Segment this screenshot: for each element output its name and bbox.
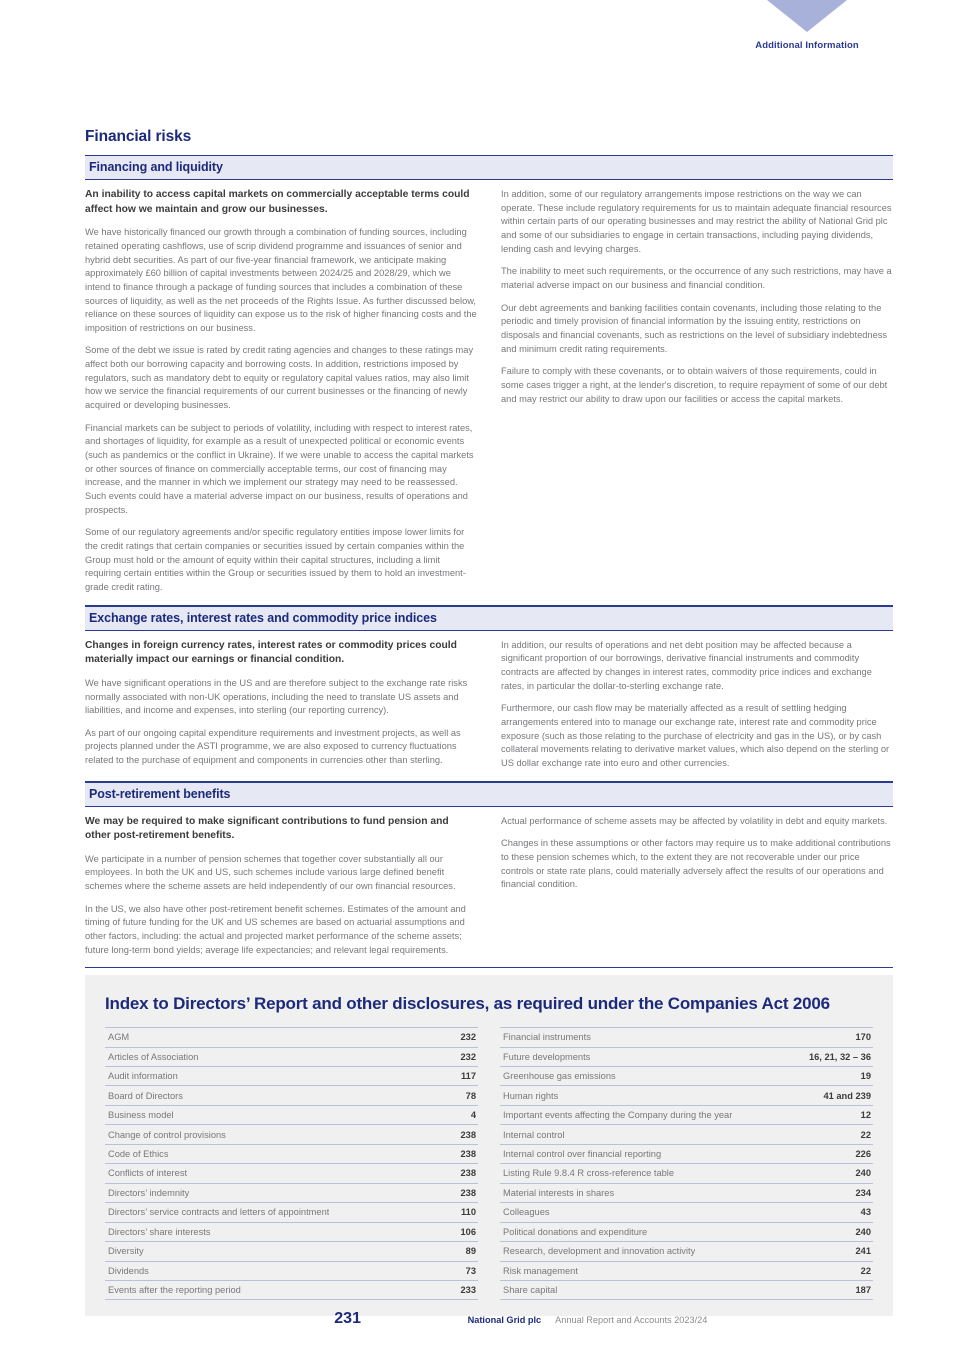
index-row[interactable]	[105, 1027, 478, 1047]
index-entry-label: Financial instruments	[503, 1032, 591, 1043]
index-entry-label: Events after the reporting period	[108, 1285, 241, 1296]
index-entry-page: 232	[460, 1051, 476, 1062]
footer-report-name: Annual Report and Accounts 2023/24	[555, 1315, 708, 1325]
index-row[interactable]	[500, 1106, 873, 1125]
index-entry-label: Internal control	[503, 1129, 565, 1140]
index-entry-label: Directors’ indemnity	[108, 1187, 190, 1198]
index-entry-label: Articles of Association	[108, 1051, 199, 1062]
index-row[interactable]	[105, 1086, 478, 1105]
index-row[interactable]	[500, 1048, 873, 1067]
section-tab-label: Additional Information	[755, 40, 859, 51]
index-entry-label: Board of Directors	[108, 1090, 183, 1101]
index-entry-label: Audit information	[108, 1071, 178, 1082]
index-row[interactable]	[500, 1125, 873, 1144]
index-panel	[85, 975, 893, 1316]
index-entry-page: 41 and 239	[823, 1090, 871, 1101]
body-paragraph: In addition, our results of operations and net debt position may be affected because a significant proportion of our borrowings, derivative financial instruments and commodity contracts are affected by changes in interest rates, commodity price indices and exchange rates, in particular the dollar-to-sterling exchange rate.	[501, 639, 872, 691]
body-paragraph: Financial markets can be subject to periods of volatility, including with respect to interest rates, and shortages of liquidity, for example as a result of unexpected political or economic events (such as pandemics or the conflict in Ukraine). If we were unable to access the capital markets or other sources of finance on commercially acceptable terms, our cost of financing may increase, and the manner in which we implement our strategy may need to be reassessed. Such events could have a material adverse impact on our business, results of operations and prospects.	[85, 422, 474, 515]
body-paragraph: The inability to meet such requirements, or the occurrence of any such restrictions, may have a material adverse impact on our business and financial condition.	[501, 266, 892, 290]
index-entry-page: 16, 21, 32 – 36	[808, 1051, 871, 1062]
index-entry-page: 4	[470, 1110, 476, 1121]
index-column-left	[105, 1027, 478, 1300]
index-row[interactable]	[500, 1086, 873, 1105]
index-entry-label: Future developments	[503, 1051, 591, 1062]
index-entry-page: 19	[860, 1071, 871, 1082]
index-row[interactable]	[105, 1223, 478, 1242]
index-row[interactable]	[105, 1184, 478, 1203]
section-heading: Financing and liquidity	[85, 155, 893, 180]
index-entry-page: 238	[460, 1149, 476, 1159]
footer-company-name: National Grid plc	[467, 1315, 542, 1325]
section-column-left	[85, 639, 477, 771]
body-paragraph: Furthermore, our cash flow may be materially affected as a result of settling hedging arrangements entered into to manage our exchange rate, interest rate and commodity price exposure (such as those relating to the purchase of electricity and gas in the US), or by cash collateral movements relating to derivative market values, which also depend on the sterling or US dollar exchange rate into euro and other currencies.	[501, 703, 890, 768]
index-entry-label: Important events affecting the Company during the year	[503, 1110, 733, 1121]
page-title: Financial risks	[85, 128, 192, 145]
index-entry-page: 43	[860, 1207, 871, 1218]
index-entry-label: Risk management	[503, 1265, 578, 1276]
section-columns	[85, 180, 893, 595]
index-entry-page: 238	[460, 1129, 476, 1140]
body-paragraph: As part of our ongoing capital expenditure requirements and investment projects, as well as projects planned under the ASTI programme, we are also exposed to currency fluctuations related to the purchase of equipment and components in currencies other than sterling.	[85, 727, 461, 766]
body-paragraph: We participate in a number of pension schemes that together cover substantially all our employees. In both the UK and US, such schemes include various large defined benefit schemes where the scheme assets are held independently of our own financial resources.	[85, 853, 456, 892]
index-entry-page: 238	[460, 1168, 476, 1179]
index-row[interactable]	[500, 1223, 873, 1242]
index-row[interactable]	[105, 1242, 478, 1261]
index-row[interactable]	[105, 1106, 478, 1125]
index-entry-label: Directors’ service contracts and letters of appointment	[108, 1207, 330, 1218]
index-entry-label: AGM	[108, 1032, 130, 1043]
body-paragraph: In addition, some of our regulatory arrangements impose restrictions on the way we can operate. These include regulatory requirements for us to maintain adequate financial resources within certain parts of our operating businesses and may restrict the ability of National Grid plc and some of our subsidiaries to engage in certain transactions, including paying dividends, lending cash and levying charges.	[501, 189, 892, 254]
body-paragraph: We have significant operations in the US and are therefore subject to the exchange rate risks normally associated with non-UK operations, including the need to translate US assets and liabilities, and income and expenses, into sterling (our reporting currency).	[85, 677, 468, 716]
section-column-right	[501, 188, 893, 595]
index-entry-page: 12	[860, 1110, 871, 1121]
index-entry-label: Change of control provisions	[108, 1129, 226, 1140]
index-entry-label: Internal control over financial reporting	[503, 1149, 662, 1159]
main-content	[85, 128, 893, 968]
index-entry-label: Diversity	[108, 1246, 144, 1257]
index-row[interactable]	[105, 1145, 478, 1164]
index-row[interactable]	[105, 1203, 478, 1222]
section-heading: Exchange rates, interest rates and commodity price indices	[85, 606, 893, 631]
index-entry-page: 241	[855, 1246, 871, 1257]
section-column-left	[85, 815, 477, 958]
index-entry-label: Research, development and innovation activity	[503, 1246, 696, 1257]
index-entry-label: Conflicts of interest	[108, 1168, 188, 1179]
index-entry-label: Political donations and expenditure	[503, 1226, 648, 1237]
index-entry-page: 110	[461, 1207, 476, 1218]
index-entry-label: Share capital	[503, 1285, 558, 1296]
section-column-right	[501, 815, 893, 958]
index-row[interactable]	[500, 1242, 873, 1261]
index-entry-page: 233	[460, 1285, 476, 1296]
index-entry-page: 117	[461, 1071, 476, 1082]
index-entry-page: 73	[465, 1265, 476, 1276]
body-paragraph: Failure to comply with these covenants, or to obtain waivers of those requirements, could in some cases trigger a right, at the lender's discretion, to require repayment of some of our debt and may restrict our ability to draw upon our facilities or access the capital markets.	[501, 366, 888, 404]
index-entry-page: 226	[855, 1149, 871, 1159]
index-row[interactable]	[500, 1203, 873, 1222]
index-entry-page: 106	[460, 1226, 476, 1237]
body-paragraph: In the US, we also have other post-retirement benefit schemes. Estimates of the amount and timing of future funding for the UK and US schemes are based on actuarial assumptions and other factors, including: the actual and projected market performance of the scheme assets; future long-term bond yields; average life expectancies; and relevant legal requirements.	[85, 903, 466, 955]
index-row[interactable]	[105, 1281, 478, 1300]
body-paragraph: Changes in these assumptions or other factors may require us to make additional contributions to these pension schemes which, to the extent they are not recoverable under our price controls or state rate plans, could materially adversely affect the results of our operations and financial condition.	[501, 838, 891, 890]
index-entry-label: Greenhouse gas emissions	[503, 1071, 616, 1082]
index-row[interactable]	[500, 1262, 873, 1281]
index-columns	[105, 1027, 873, 1300]
page-number: 231	[334, 1310, 361, 1327]
index-entry-page: 234	[855, 1187, 871, 1198]
index-entry-label: Business model	[108, 1110, 174, 1121]
index-row[interactable]	[500, 1281, 873, 1300]
body-paragraph: Actual performance of scheme assets may be affected by volatility in debt and equity markets.	[501, 815, 888, 826]
page-footer	[0, 1310, 965, 1328]
index-entry-label: Listing Rule 9.8.4 R cross-reference table	[503, 1168, 675, 1179]
section-divider	[85, 967, 893, 968]
index-entry-label: Colleagues	[503, 1207, 550, 1218]
triangle-marker-icon	[767, 0, 847, 32]
index-entry-page: 170	[855, 1032, 871, 1043]
index-entry-page: 22	[860, 1129, 871, 1140]
index-entry-page: 78	[465, 1090, 476, 1101]
index-row[interactable]	[500, 1145, 873, 1164]
index-entry-label: Human rights	[503, 1090, 559, 1101]
section-columns	[85, 807, 893, 958]
index-row[interactable]	[500, 1067, 873, 1086]
index-entry-page: 89	[465, 1246, 476, 1257]
section-column-left	[85, 188, 477, 595]
index-entry-label: Dividends	[108, 1265, 149, 1276]
risk-lead-statement: We may be required to make significant contributions to fund pension and other post-retirement benefits.	[85, 815, 449, 842]
index-row[interactable]	[500, 1027, 873, 1047]
section-columns	[85, 631, 893, 771]
index-row[interactable]	[105, 1164, 478, 1183]
index-entry-page: 238	[460, 1187, 476, 1198]
index-entry-label: Code of Ethics	[108, 1149, 169, 1159]
index-entry-page: 187	[855, 1285, 871, 1296]
index-row[interactable]	[500, 1184, 873, 1203]
index-entry-page: 240	[855, 1168, 871, 1179]
index-row[interactable]	[105, 1048, 478, 1067]
body-paragraph: Our debt agreements and banking facilities contain covenants, including those relating to the periodic and timely provision of financial information by the issuing entity, restrictions on disposals and financial covenants, such as restrictions on the level of subsidiary indebtedness and minimum credit rating requirements.	[501, 302, 888, 354]
risk-lead-statement: An inability to access capital markets on commercially acceptable terms could affect how we maintain and grow our businesses.	[85, 189, 470, 215]
body-paragraph: Some of the debt we issue is rated by credit rating agencies and changes to these ratings may affect both our borrowing capacity and borrowing costs. In addition, restrictions imposed by regulators, such as mandatory debt to equity or regulatory capital values ratios, may also limit how we service the financial requirements of our current businesses or the financing of newly acquired or developing businesses.	[85, 345, 474, 411]
index-entry-page: 240	[855, 1226, 871, 1237]
index-row[interactable]	[105, 1262, 478, 1281]
section-financing-and-liquidity	[85, 155, 893, 606]
index-entry-page: 232	[460, 1032, 476, 1043]
section-heading: Post-retirement benefits	[85, 782, 893, 807]
index-row[interactable]	[500, 1164, 873, 1183]
body-paragraph: Some of our regulatory agreements and/or specific regulatory entities impose lower limits for the credit ratings that certain companies or securities issued by certain companies within the Group must hold or the amount of equity within their capital structures, including a limit requiring certain entities within the Group or securities issued by them to hold an investment-grade credit rating.	[85, 527, 466, 592]
index-title: Index to Directors’ Report and other disclosures, as required under the Companies Act 2006	[105, 994, 830, 1013]
index-entry-page: 22	[860, 1265, 871, 1276]
section-exchange-rates	[85, 606, 893, 782]
index-entry-label: Material interests in shares	[503, 1187, 615, 1198]
index-entry-label: Directors’ share interests	[108, 1226, 211, 1237]
section-column-right	[501, 639, 893, 771]
index-row[interactable]	[105, 1125, 478, 1144]
index-row[interactable]	[105, 1067, 478, 1086]
index-column-right	[500, 1027, 873, 1300]
section-post-retirement-benefits	[85, 782, 893, 969]
risk-lead-statement: Changes in foreign currency rates, interest rates or commodity prices could materially impact our earnings or financial condition.	[85, 639, 457, 666]
section-tab	[707, 0, 907, 51]
body-paragraph: We have historically financed our growth through a combination of funding sources, including retained operating cashflows, use of scrip dividend programme and issuances of senior and hybrid debt securities. As part of our five-year financial framework, we anticipate making approximately £60 billion of capital investments between 2024/25 and 2028/29, which we intend to finance through a package of funding sources that includes a combination of these sources of liquidity, as well as the net proceeds of the Rights Issue. As further discussed below, reliance on these sources of liquidity can expose us to the risk of higher financing costs and the imposition of restrictions on our business.	[85, 227, 477, 333]
